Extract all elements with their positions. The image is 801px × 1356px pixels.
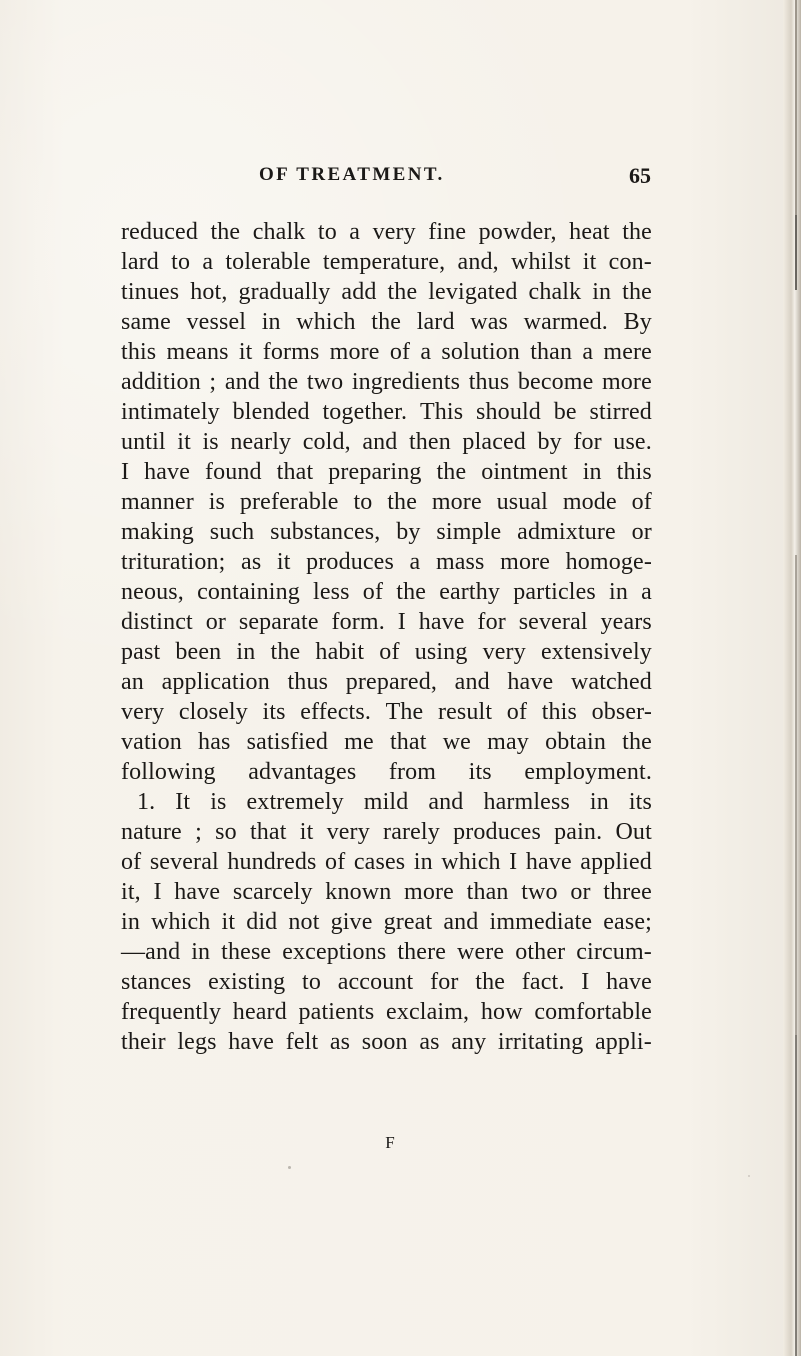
text-word: satisfied xyxy=(246,729,328,755)
text-word: that xyxy=(389,729,427,755)
text-word: two xyxy=(521,879,558,905)
text-word: past xyxy=(121,639,161,665)
page-number: 65 xyxy=(629,163,651,188)
text-word: give xyxy=(330,909,373,935)
text-line xyxy=(121,247,652,277)
text-word: use. xyxy=(613,429,652,455)
text-word: homoge- xyxy=(565,549,652,575)
edge-mark xyxy=(795,215,797,290)
text-word: not xyxy=(288,909,320,935)
text-word: powder, xyxy=(478,219,557,245)
text-line xyxy=(121,877,652,907)
text-word: this xyxy=(541,699,577,725)
text-word: obtain xyxy=(545,729,606,755)
text-word: prepared, xyxy=(345,669,438,695)
text-word: more xyxy=(500,549,551,575)
text-word: nature xyxy=(121,819,182,845)
text-word: hundreds xyxy=(227,849,317,875)
text-word: addition xyxy=(121,369,201,395)
text-word: such xyxy=(209,519,255,545)
text-word: in xyxy=(582,459,602,485)
text-line xyxy=(121,487,652,517)
text-word: have xyxy=(174,879,221,905)
text-word: in xyxy=(592,279,612,305)
page-header xyxy=(259,164,651,192)
text-word: simple xyxy=(436,519,502,545)
text-word: heat xyxy=(569,219,610,245)
text-word: was xyxy=(470,309,508,335)
text-word: This xyxy=(419,399,464,425)
text-word: very xyxy=(372,219,416,245)
text-word: found xyxy=(204,459,262,485)
text-word: soon xyxy=(361,1029,408,1055)
text-word: con- xyxy=(608,249,652,275)
text-word: lard xyxy=(121,249,159,275)
text-word: frequently xyxy=(121,999,222,1025)
text-line xyxy=(121,787,652,817)
text-word: I xyxy=(121,459,130,485)
text-word: of xyxy=(362,579,384,605)
text-word: of xyxy=(121,849,142,875)
text-word: as xyxy=(329,1029,351,1055)
text-word: by xyxy=(396,519,421,545)
text-word: placed xyxy=(462,429,526,455)
text-word: until xyxy=(121,429,166,455)
text-word: have xyxy=(507,669,554,695)
text-word: any xyxy=(451,1029,487,1055)
text-word: stances xyxy=(121,969,192,995)
text-word: of xyxy=(325,849,346,875)
text-word: means xyxy=(166,339,229,365)
text-line xyxy=(121,757,652,787)
text-word: a xyxy=(420,339,432,365)
text-word: watched xyxy=(570,669,652,695)
text-word: levigated xyxy=(428,279,518,305)
text-word: containing xyxy=(197,579,300,605)
text-word: account xyxy=(337,969,414,995)
text-word: warmed. xyxy=(523,309,608,335)
text-word: the xyxy=(622,279,652,305)
text-word: ointment xyxy=(481,459,568,485)
text-word: heard xyxy=(232,999,287,1025)
text-line xyxy=(121,847,652,877)
text-word: which xyxy=(151,909,211,935)
text-line xyxy=(121,727,652,757)
text-word: ingredients xyxy=(351,369,461,395)
text-word: to xyxy=(302,969,321,995)
text-word: or xyxy=(570,879,591,905)
text-word: 1. xyxy=(137,789,156,815)
text-word: ease; xyxy=(603,909,652,935)
text-word: three xyxy=(603,879,652,905)
text-word: a xyxy=(582,339,594,365)
text-word: closely xyxy=(178,699,248,725)
text-word: in xyxy=(191,939,211,965)
text-word: harmless xyxy=(483,789,570,815)
text-word: I xyxy=(397,609,406,635)
text-word: or xyxy=(631,519,652,545)
running-head: OF TREATMENT. xyxy=(259,164,445,185)
text-word: have xyxy=(525,849,572,875)
text-word: habit xyxy=(315,639,365,665)
text-word: trituration; xyxy=(121,549,226,575)
text-word: were xyxy=(457,939,505,965)
paper-speck xyxy=(748,1175,750,1177)
text-word: may xyxy=(487,729,529,755)
text-word: and xyxy=(443,909,479,935)
text-word: solution xyxy=(441,339,520,365)
text-line xyxy=(121,907,652,937)
text-word: of xyxy=(389,339,411,365)
text-word: mild xyxy=(363,789,409,815)
text-line xyxy=(121,937,652,967)
text-word: a xyxy=(349,219,361,245)
text-word: to xyxy=(353,489,373,515)
text-word: and xyxy=(224,369,260,395)
text-line xyxy=(121,817,652,847)
text-line xyxy=(121,307,652,337)
text-word: more xyxy=(329,339,380,365)
text-word: hot, xyxy=(190,279,228,305)
text-word: we xyxy=(442,729,471,755)
text-word: exceptions xyxy=(282,939,387,965)
text-word: has xyxy=(198,729,231,755)
text-word: cases xyxy=(353,849,406,875)
text-word: the xyxy=(387,279,418,305)
text-word: Out xyxy=(615,819,652,845)
text-word: that xyxy=(276,459,314,485)
edge-mark xyxy=(795,1035,797,1356)
text-word: vation xyxy=(121,729,182,755)
text-word: their xyxy=(121,1029,166,1055)
text-word: substances, xyxy=(270,519,381,545)
text-word: applied xyxy=(580,849,652,875)
text-word: is xyxy=(210,789,227,815)
text-word: then xyxy=(408,429,451,455)
text-word: irritating xyxy=(497,1029,584,1055)
text-word: By xyxy=(623,309,652,335)
text-word: application xyxy=(161,669,270,695)
text-word: manner xyxy=(121,489,194,515)
text-line xyxy=(121,697,652,727)
text-word: have xyxy=(228,1029,275,1055)
text-word: the xyxy=(270,639,301,665)
text-word: The xyxy=(385,699,424,725)
text-word: known xyxy=(325,879,392,905)
text-line xyxy=(121,547,652,577)
text-word: a xyxy=(202,249,214,275)
text-word: preparing xyxy=(328,459,422,485)
text-word: than xyxy=(466,879,509,905)
text-word: several xyxy=(149,849,219,875)
text-word: earthy xyxy=(439,579,501,605)
text-word: employment. xyxy=(524,759,652,785)
text-word: have xyxy=(606,969,652,995)
text-word: usual xyxy=(496,489,549,515)
text-word: forms xyxy=(262,339,320,365)
signature-mark: F xyxy=(385,1133,395,1152)
text-word: that xyxy=(249,819,287,845)
text-word: it xyxy=(177,429,191,455)
text-word: its xyxy=(262,699,286,725)
text-line xyxy=(121,277,652,307)
text-word: is xyxy=(202,429,219,455)
text-word: thus xyxy=(287,669,329,695)
text-word: existing xyxy=(208,969,286,995)
text-word: more xyxy=(404,879,454,905)
edge-mark xyxy=(795,0,797,215)
text-word: a xyxy=(641,579,652,605)
text-word: legs xyxy=(177,1029,217,1055)
text-word: circum- xyxy=(576,939,652,965)
text-word: whilst xyxy=(511,249,571,275)
text-word: it xyxy=(221,909,236,935)
text-word: other xyxy=(515,939,566,965)
text-word: the xyxy=(475,969,506,995)
text-word: using xyxy=(414,639,468,665)
text-line xyxy=(121,517,652,547)
text-word: intimately xyxy=(121,399,220,425)
text-word: how xyxy=(480,999,523,1025)
text-word: of xyxy=(506,699,528,725)
text-word: advantages xyxy=(248,759,357,785)
text-line xyxy=(121,607,652,637)
text-word: the xyxy=(371,309,402,335)
text-line xyxy=(121,667,652,697)
text-word: the xyxy=(387,489,418,515)
text-word: result xyxy=(437,699,493,725)
text-word: distinct xyxy=(121,609,193,635)
text-word: ; xyxy=(209,369,217,395)
text-word: separate xyxy=(238,609,319,635)
text-word: felt xyxy=(285,1029,319,1055)
text-word: the xyxy=(622,729,652,755)
text-word: its xyxy=(628,789,652,815)
text-word: stirred xyxy=(589,399,652,425)
text-word: there xyxy=(397,939,447,965)
text-word: very xyxy=(121,699,165,725)
text-line xyxy=(121,997,652,1027)
text-word: this xyxy=(616,459,652,485)
text-word: which xyxy=(441,849,501,875)
text-word: two xyxy=(306,369,344,395)
text-word: reduced xyxy=(121,219,198,245)
text-word: fact. xyxy=(521,969,565,995)
text-line xyxy=(121,457,652,487)
text-word: lard xyxy=(416,309,455,335)
text-line xyxy=(121,427,652,457)
text-word: is xyxy=(208,489,226,515)
text-word: —and xyxy=(121,939,181,965)
text-word: nearly xyxy=(230,429,292,455)
text-line xyxy=(121,367,652,397)
text-word: the xyxy=(622,219,652,245)
text-word: obser- xyxy=(591,699,652,725)
text-word: in xyxy=(413,849,433,875)
text-word: years xyxy=(600,609,652,635)
text-word: have xyxy=(144,459,191,485)
text-word: appli- xyxy=(594,1029,652,1055)
text-word: to xyxy=(171,249,191,275)
text-word: same xyxy=(121,309,171,335)
page-edge xyxy=(783,0,801,1356)
text-word: been xyxy=(175,639,222,665)
text-word: a xyxy=(409,549,421,575)
text-word: to xyxy=(317,219,337,245)
text-word: patients xyxy=(298,999,375,1025)
text-word: preferable xyxy=(239,489,339,515)
text-word: more xyxy=(431,489,482,515)
text-word: thus xyxy=(468,369,510,395)
text-word: vessel xyxy=(186,309,247,335)
text-word: its xyxy=(468,759,492,785)
text-word: and xyxy=(362,429,398,455)
text-word: in xyxy=(589,789,609,815)
text-word: neous, xyxy=(121,579,184,605)
text-word: chalk xyxy=(252,219,306,245)
text-word: as xyxy=(419,1029,440,1055)
text-word: should xyxy=(476,399,541,425)
text-word: the xyxy=(210,219,241,245)
text-line xyxy=(121,637,652,667)
text-word: and xyxy=(454,669,490,695)
text-line xyxy=(121,397,652,427)
text-word: exclaim, xyxy=(386,999,470,1025)
text-word: mode xyxy=(562,489,617,515)
text-word: tinues xyxy=(121,279,180,305)
text-word: in xyxy=(609,579,628,605)
text-word: be xyxy=(553,399,577,425)
text-word: from xyxy=(388,759,437,785)
text-word: for xyxy=(573,429,602,455)
text-word: than xyxy=(530,339,573,365)
text-word: great xyxy=(383,909,433,935)
text-word: following xyxy=(121,759,216,785)
text-word: in xyxy=(261,309,281,335)
text-word: the xyxy=(436,459,467,485)
text-word: of xyxy=(631,489,652,515)
text-word: add xyxy=(341,279,377,305)
text-word: scarcely xyxy=(232,879,313,905)
text-line xyxy=(121,967,652,997)
text-word: less xyxy=(313,579,350,605)
text-word: or xyxy=(205,609,226,635)
text-word: in xyxy=(236,639,256,665)
text-word: it xyxy=(238,339,253,365)
text-word: did xyxy=(246,909,278,935)
text-word: for xyxy=(477,609,506,635)
text-word: more xyxy=(601,369,652,395)
text-word: become xyxy=(517,369,594,395)
text-word: several xyxy=(518,609,588,635)
text-word: by xyxy=(537,429,562,455)
text-word: it xyxy=(276,549,291,575)
text-word: and, xyxy=(457,249,499,275)
text-word: comfortable xyxy=(534,999,652,1025)
text-word: extremely xyxy=(246,789,344,815)
text-word: the xyxy=(396,579,427,605)
text-word: very xyxy=(482,639,526,665)
text-word: effects. xyxy=(300,699,371,725)
text-word: it, xyxy=(121,879,141,905)
text-word: I xyxy=(153,879,162,905)
text-word: fine xyxy=(428,219,467,245)
text-line xyxy=(121,337,652,367)
text-word: tolerable xyxy=(225,249,311,275)
text-word: very xyxy=(326,819,370,845)
text-word: the xyxy=(268,369,299,395)
text-word: particles xyxy=(513,579,596,605)
edge-mark xyxy=(795,555,797,1035)
text-word: so xyxy=(215,819,237,845)
text-word: pain. xyxy=(554,819,603,845)
text-word: mass xyxy=(435,549,485,575)
text-line xyxy=(121,577,652,607)
text-word: as xyxy=(241,549,262,575)
text-word: which xyxy=(296,309,356,335)
text-word: I xyxy=(581,969,590,995)
text-word: me xyxy=(344,729,374,755)
text-word: have xyxy=(418,609,465,635)
text-word: gradually xyxy=(238,279,331,305)
text-word: it xyxy=(299,819,314,845)
text-word: for xyxy=(430,969,459,995)
text-word: temperature, xyxy=(322,249,446,275)
text-word: and xyxy=(428,789,464,815)
text-word: extensively xyxy=(540,639,652,665)
text-word: it xyxy=(582,249,597,275)
text-word: mere xyxy=(603,339,652,365)
text-word: immediate xyxy=(489,909,593,935)
text-word: produces xyxy=(306,549,394,575)
text-word: It xyxy=(175,789,191,815)
text-word: of xyxy=(379,639,400,665)
text-word: ; xyxy=(195,819,202,845)
text-word: an xyxy=(121,669,144,695)
paper-speck xyxy=(288,1166,291,1169)
text-word: this xyxy=(121,339,157,365)
text-word: I xyxy=(509,849,518,875)
text-line xyxy=(121,1027,652,1057)
text-word: chalk xyxy=(528,279,582,305)
text-word: produces xyxy=(453,819,541,845)
text-word: admixture xyxy=(517,519,616,545)
text-word: cold, xyxy=(302,429,351,455)
text-word: in xyxy=(121,909,140,935)
text-word: together. xyxy=(322,399,408,425)
body-text xyxy=(121,217,652,1057)
text-word: rarely xyxy=(383,819,440,845)
text-word: these xyxy=(221,939,272,965)
text-line xyxy=(121,217,652,247)
text-word: blended xyxy=(232,399,310,425)
text-word: form. xyxy=(331,609,385,635)
text-word: making xyxy=(121,519,194,545)
